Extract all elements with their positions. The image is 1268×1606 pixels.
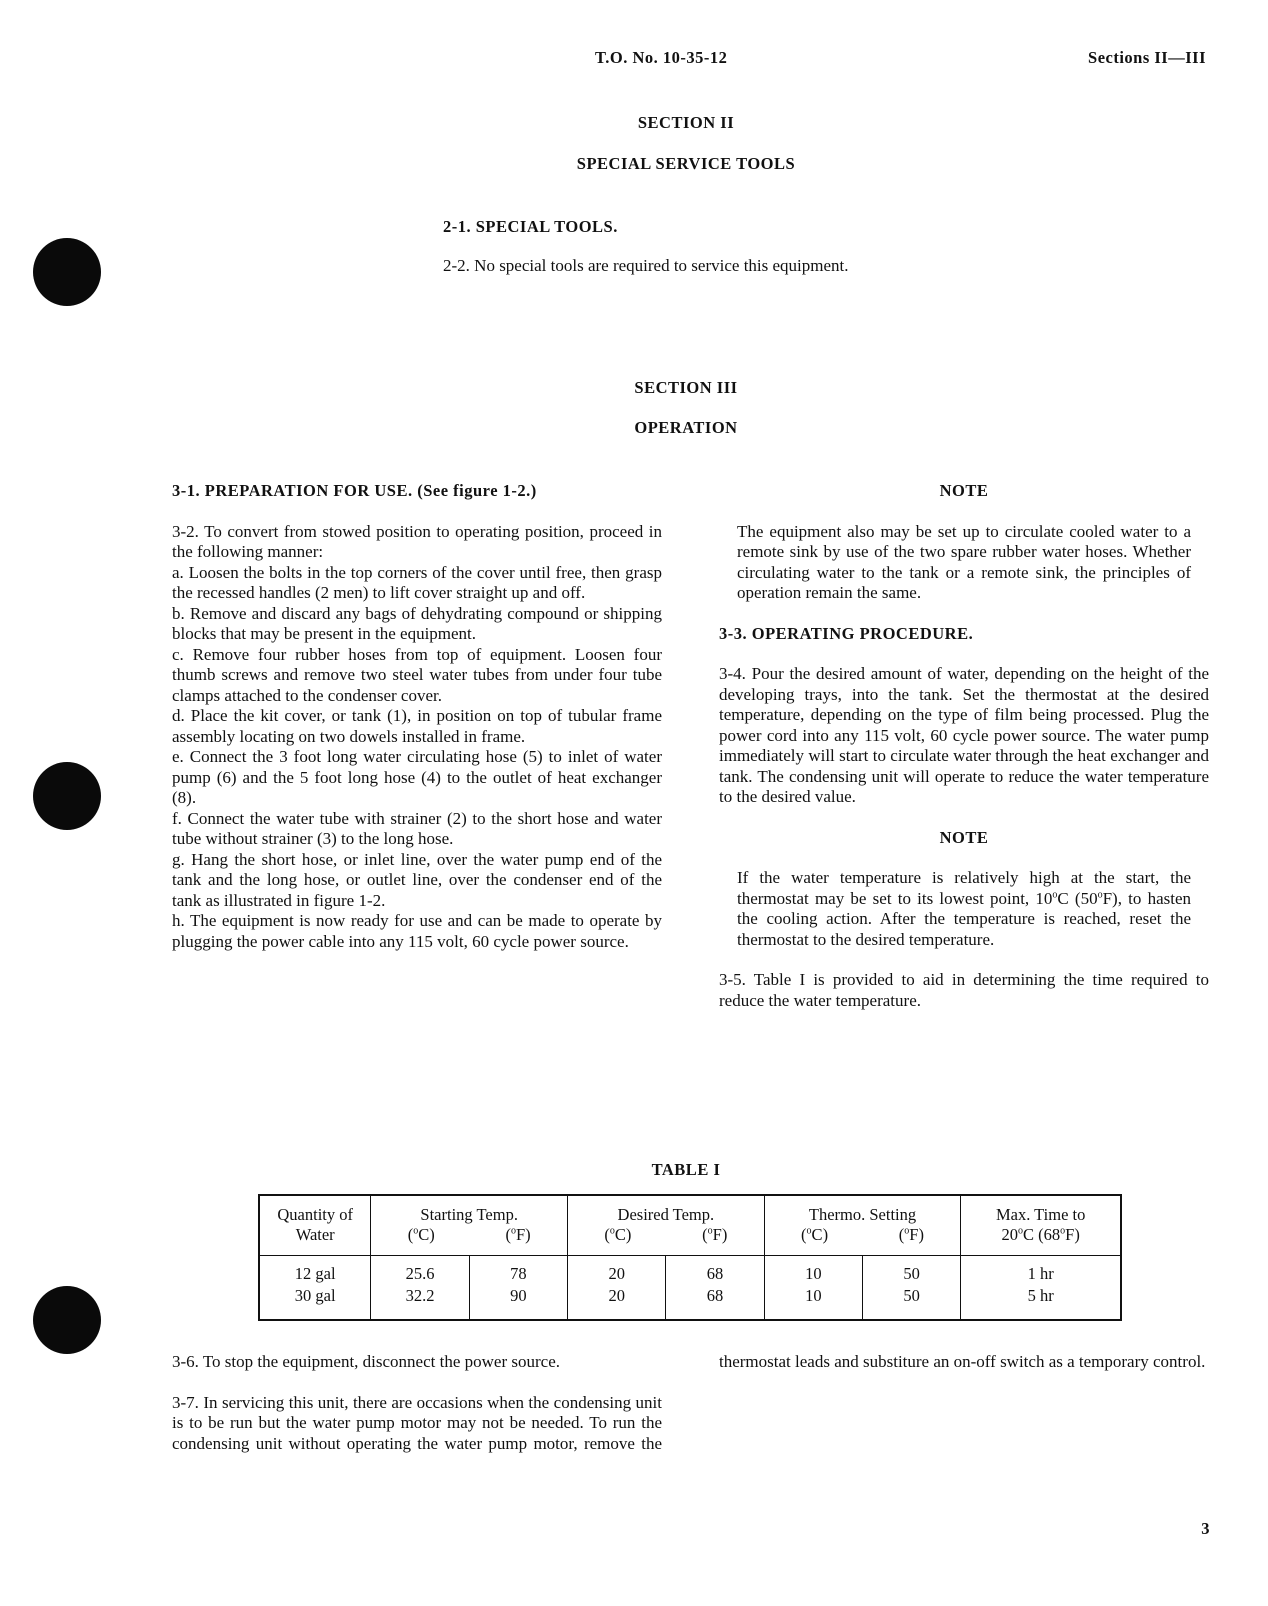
header-maxtime: Max. Time to 20$^o$C (68$^o$F) <box>961 1195 1121 1255</box>
para-3-3: 3-3. OPERATING PROCEDURE. <box>719 623 974 643</box>
cell-start-f: 90 <box>469 1285 567 1320</box>
para-3-1: 3-1. PREPARATION FOR USE. (See figure 1-2.) <box>172 481 537 500</box>
step-d: d. Place the kit cover, or tank (1), in position on top of tubular frame assembly locating on two dowels installed in frame. <box>172 706 662 746</box>
step-h: h. The equipment is now ready for use and can be made to operate by plugging the power cable into any 115 volt, 60 cycle power source. <box>172 911 662 951</box>
cell-des-c: 20 <box>568 1255 666 1285</box>
cell-th-f: 50 <box>863 1285 961 1320</box>
para-3-7-part1: 3-7. In servicing this unit, there are occasions when the condensing unit is to be run but the water pump motor may not be needed. To run the condensing unit without operating the water pump motor, remove the <box>172 1392 662 1453</box>
right-column <box>719 481 1209 1011</box>
cell-time: 1 hr <box>1027 1263 1054 1283</box>
step-c: c. Remove four rubber hoses from top of equipment. Loosen four thumb screws and remove two steel water tubes from under four tube clamps attached to the condenser cover. <box>172 644 662 705</box>
data-table <box>258 1194 1122 1321</box>
header-desired: Desired Temp. ($^o$C) ($^o$F) <box>568 1195 765 1255</box>
note-1-text: The equipment also may be set up to circulate cooled water to a remote sink by use of the two spare rubber water hoses. Whether circulating water to the tank or a remote sink, the principles of operation remain the same. <box>737 521 1191 602</box>
section-3-title: SECTION III <box>634 378 738 397</box>
para-2-1: 2-1. SPECIAL TOOLS. <box>443 217 618 236</box>
step-a: a. Loosen the bolts in the top corners of the cover until free, then grasp the recessed handles (2 men) to lift cover straight up and off. <box>172 562 662 602</box>
left-column <box>172 481 662 952</box>
table-header-row <box>259 1195 1121 1255</box>
cell-des-c: 20 <box>568 1285 666 1320</box>
binder-hole-bottom <box>33 1286 101 1354</box>
binder-hole-middle <box>33 762 101 830</box>
cell-start-c: 32.2 <box>371 1285 469 1320</box>
cell-qty: 30 gal <box>259 1285 371 1320</box>
para-3-2: 3-2. To convert from stowed position to operating position, proceed in the following manner: <box>172 521 662 561</box>
note-2-title: NOTE <box>939 827 989 847</box>
para-3-5: 3-5. Table I is provided to aid in determining the time required to reduce the water temperature. <box>719 970 1209 1010</box>
header-thermo: Thermo. Setting ($^o$C) ($^o$F) <box>764 1195 961 1255</box>
doc-number: T.O. No. 10-35-12 <box>595 48 728 67</box>
para-3-7-part2: thermostat leads and substiture an on-off switch as a temporary control. <box>719 1352 1206 1371</box>
cell-des-f: 68 <box>666 1285 764 1320</box>
table-row <box>259 1255 1121 1285</box>
para-3-6: 3-6. To stop the equipment, disconnect the power source. <box>172 1352 560 1371</box>
para-3-4: 3-4. Pour the desired amount of water, depending on the height of the developing trays, into the tank. Set the thermostat at the desired temperature, depending on the type of film being processed. Plug the power cord into any 115 volt, 60 cycle power source. The water pump immediately will start to circulate water through the heat exchanger and tank. The condensing unit will operate to reduce the water temperature to the desired value. <box>719 664 1209 806</box>
para-2-2: 2-2. No special tools are required to service this equipment. <box>443 256 849 275</box>
step-f: f. Connect the water tube with strainer (2) to the short hose and water tube without strainer (3) to the long hose. <box>172 808 662 848</box>
cell-th-c: 10 <box>764 1285 862 1320</box>
cell-start-c: 25.6 <box>371 1255 469 1285</box>
cell-start-f: 78 <box>469 1255 567 1285</box>
table-row <box>259 1285 1121 1320</box>
cell-time: 5 hr <box>1027 1286 1054 1305</box>
cell-des-f: 68 <box>666 1255 764 1285</box>
step-b: b. Remove and discard any bags of dehydrating compound or shipping blocks that may be present in the equipment. <box>172 603 662 643</box>
header-starting: Starting Temp. ($^o$C) ($^o$F) <box>371 1195 568 1255</box>
section-2-subtitle: SPECIAL SERVICE TOOLS <box>576 154 796 173</box>
header-quantity: Quantity of Water <box>259 1195 371 1255</box>
page-number: 3 <box>1201 1519 1210 1538</box>
step-g: g. Hang the short hose, or inlet line, over the water pump end of the tank and the long hose, or outlet line, over the condenser end of the tank as illustrated in figure 1-2. <box>172 849 662 910</box>
bottom-right-column <box>719 1352 1209 1476</box>
table-title: TABLE I <box>651 1160 721 1179</box>
sections-label: Sections II—III <box>1088 48 1206 67</box>
note-2-text: If the water temperature is relatively high at the start, the thermostat may be set to its lowest point, 10$^o$C (50$^o$F), to hasten the cooling action. After the temperature is reached, reset the thermostat to the desired temperature. <box>737 868 1192 949</box>
section-2-title: SECTION II <box>637 113 735 132</box>
bottom-left-column <box>172 1352 662 1455</box>
step-e: e. Connect the 3 foot long water circulating hose (5) to inlet of water pump (6) and the 5 foot long hose (4) to the outlet of heat exchanger (8). <box>172 747 662 807</box>
cell-qty: 12 gal <box>259 1255 371 1285</box>
note-1-title: NOTE <box>939 481 989 500</box>
section-3-subtitle: OPERATION <box>634 418 738 437</box>
cell-th-c: 10 <box>764 1255 862 1285</box>
cell-th-f: 50 <box>863 1255 961 1285</box>
binder-hole-top <box>33 238 101 306</box>
